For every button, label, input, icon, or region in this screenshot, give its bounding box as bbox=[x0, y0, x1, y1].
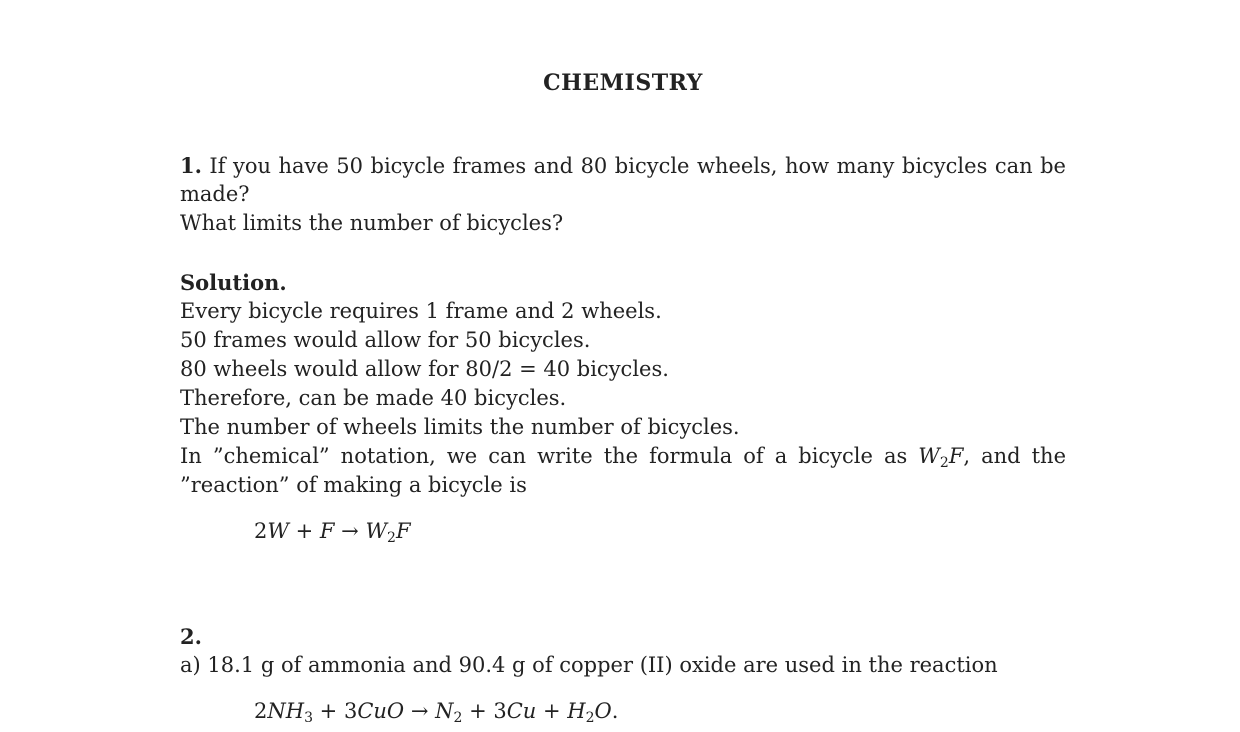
problem1-question-line2: made? bbox=[180, 182, 250, 206]
solution-line-3: 80 wheels would allow for 80/2 = 40 bicycles. bbox=[180, 357, 669, 381]
problem1-question-line1 bbox=[180, 151, 1066, 181]
bicycle-reaction-equation bbox=[254, 517, 411, 546]
solution-line-2: 50 frames would allow for 50 bicycles. bbox=[180, 328, 591, 352]
eq2-nitrogen-sub: 2 bbox=[453, 710, 463, 726]
problem1-question-line3: What limits the number of bicycles? bbox=[180, 211, 564, 235]
bicycle-formula bbox=[918, 444, 964, 471]
eq2-coef-1: 2 bbox=[254, 699, 268, 723]
eq2-plus-2: + bbox=[462, 699, 494, 723]
problem2-part-a: a) 18.1 g of ammonia and 90.4 g of copper (II) oxide are used in the reaction bbox=[180, 653, 998, 677]
page-title: CHEMISTRY bbox=[543, 70, 703, 96]
eq2-copper-oxide: CuO bbox=[357, 699, 405, 723]
notation-text-before: In ”chemical” notation, we can write the formula of a bicycle as bbox=[180, 444, 908, 468]
eq2-copper: Cu bbox=[506, 699, 537, 723]
eq2-plus-3: + bbox=[536, 699, 568, 723]
eq-product-w: W bbox=[365, 519, 388, 543]
eq2-arrow: → bbox=[404, 699, 436, 723]
eq-plus: + bbox=[288, 519, 320, 543]
eq-f: F bbox=[319, 519, 335, 543]
eq2-coef-2: 3 bbox=[343, 699, 358, 723]
problem1-number: 1. bbox=[180, 153, 202, 178]
eq-product-subscript: 2 bbox=[387, 530, 396, 546]
formula-w: W bbox=[918, 444, 940, 468]
eq2-water-o: O bbox=[594, 699, 612, 723]
eq2-ammonia-sub: 3 bbox=[304, 710, 313, 726]
problem2-number: 2. bbox=[180, 624, 202, 649]
solution-line-1: Every bicycle requires 1 frame and 2 wheels. bbox=[180, 299, 662, 323]
copper-oxide-reaction-equation bbox=[254, 697, 618, 726]
eq-coef: 2 bbox=[254, 519, 268, 543]
solution-label: Solution. bbox=[180, 270, 287, 295]
eq2-nitrogen: N bbox=[435, 699, 454, 723]
eq-arrow: → bbox=[334, 519, 366, 543]
eq2-ammonia: NH bbox=[267, 699, 305, 723]
eq-product-f: F bbox=[395, 519, 411, 543]
notation-line-2: ”reaction” of making a bicycle is bbox=[180, 473, 527, 497]
eq2-plus-1: + bbox=[313, 699, 344, 723]
formula-f: F bbox=[948, 444, 964, 468]
eq2-water-sub: 2 bbox=[585, 710, 595, 726]
eq2-period: . bbox=[611, 699, 619, 723]
eq2-water-h: H bbox=[567, 699, 586, 723]
eq-w: W bbox=[267, 519, 289, 543]
notation-line-1 bbox=[180, 442, 1066, 471]
eq2-coef-4: 3 bbox=[493, 699, 507, 723]
solution-line-5: The number of wheels limits the number of bicycles. bbox=[180, 415, 740, 439]
solution-line-4: Therefore, can be made 40 bicycles. bbox=[180, 386, 567, 410]
notation-text-after: , and the bbox=[963, 444, 1066, 468]
formula-subscript: 2 bbox=[939, 455, 949, 471]
problem1-question-text: If you have 50 bicycle frames and 80 bicycle wheels, how many bicycles can be bbox=[209, 154, 1066, 178]
